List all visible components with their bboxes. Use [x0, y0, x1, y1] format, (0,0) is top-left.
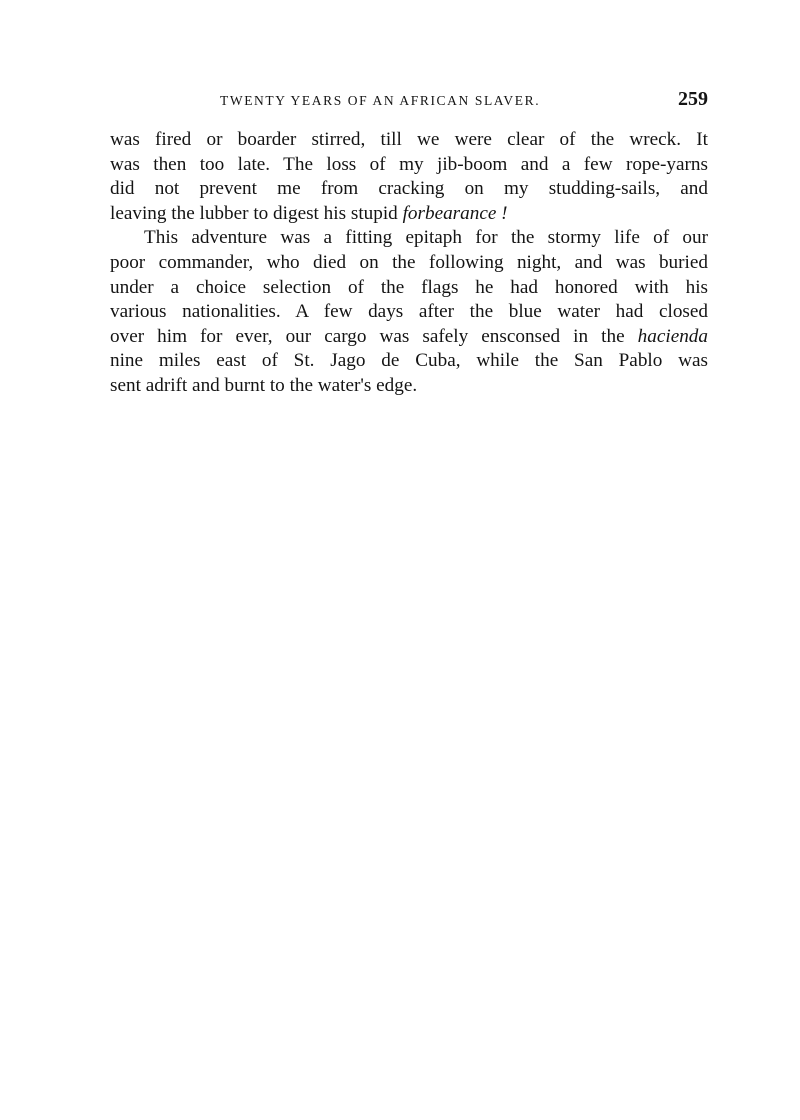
text-line: nine miles east of St. Jago de Cuba, while the San Pablo was [110, 350, 708, 372]
text-line [110, 202, 708, 227]
text-line: poor commander, who died on the following night, and was buried [110, 251, 708, 273]
text-line: did not prevent me from cracking on my studding-sails, and [110, 178, 708, 200]
body-text [110, 128, 708, 399]
paragraph-2 [110, 226, 708, 398]
paragraph-1 [110, 128, 708, 226]
text-line: various nationalities. A few days after the blue water had closed [110, 301, 708, 323]
text-line: This adventure was a fitting epitaph for the stormy life of our [144, 227, 708, 249]
text-line: was then too late. The loss of my jib-boom and a few rope-yarns [110, 153, 708, 175]
page-number: 259 [678, 88, 708, 110]
running-title: TWENTY YEARS OF AN AFRICAN SLAVER. [220, 93, 541, 108]
italic-text: forbearance ! [402, 202, 508, 224]
text-line [110, 325, 708, 350]
text-run: leaving the lubber to digest his stupid [110, 202, 403, 224]
italic-text: hacienda [637, 325, 708, 347]
text-line: sent adrift and burnt to the water's edge. [110, 374, 418, 396]
running-head [110, 88, 710, 114]
text-run: over him for ever, our cargo was safely ensconsed in the [110, 325, 638, 347]
text-line: under a choice selection of the flags he had honored with his [110, 276, 708, 298]
text-line: was fired or boarder stirred, till we were clear of the wreck. It [110, 129, 708, 150]
